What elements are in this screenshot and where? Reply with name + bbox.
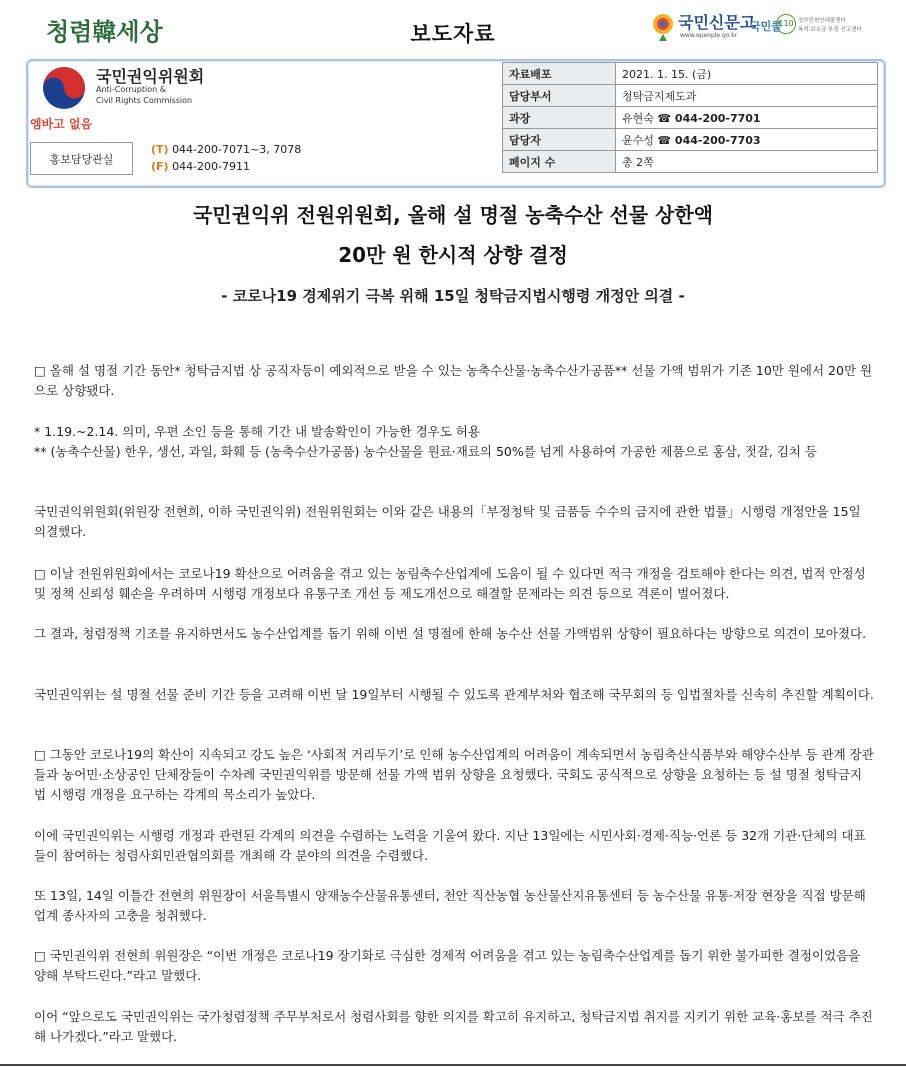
campaign-logo: 청렴韓세상 [46, 17, 163, 46]
footnote-2: ** (농축수산물) 한우, 생선, 과일, 화훼 등 (농축수산가공품) 농수산물을 원료·재료의 50%를 넘게 사용하여 가공한 제품으로 홍삼, 젓갈, 김치 등 [34, 444, 818, 459]
contact-phone: (T) 044-200-7071~3, 7078 [151, 143, 302, 156]
body-paragraph-10: 이어 “앞으로도 국민권익위는 국가청렴정책 주무부처로서 청렴사회를 향한 의지를 확고히 유지하고, 청탁금지법 취지를 지키기 위한 교육·홍보를 적극 추진해 나가겠다.”라고 말했다. [34, 1009, 873, 1044]
body-paragraph-5: 국민권익위는 설 명절 선물 준비 기간 등을 고려해 이번 달 19일부터 시행될 수 있도록 관계부처와 협조해 국무회의 등 입법절차를 신속히 추진할 계획이다. [34, 687, 874, 702]
subheadline: - 코로나19 경제위기 극복 위해 15일 청탁금지법시행령 개정안 의결 - [221, 287, 685, 305]
info-row: 담당자 윤수성 ☎ 044-200-7703 [503, 129, 878, 151]
headline-line1: 국민권익위 전원위원회, 올해 설 명절 농축수산 선물 상한액 [192, 203, 714, 227]
body-paragraph-7: 이에 국민권익위는 시행령 개정과 관련된 각계의 의견을 수렴하는 노력을 기울여 왔다. 지난 13일에는 시민사회·경제·직능·언론 등 32개 기관·단체의 대표들이 참여하는 청렴사회민관협의회를 개최해 각 분야의 의견을 수렴했다. [34, 828, 866, 863]
contact-fax: (F) 044-200-7911 [151, 160, 251, 173]
acrc-emblem-icon [42, 66, 86, 110]
epeople-logo [650, 10, 865, 50]
org-name-english-line1: Anti-Corruption & [96, 85, 166, 94]
footnote-1: * 1.19.~2.14. 의미, 우편 소인 등을 통해 기간 내 발송확인이 가능한 경우도 허용 [34, 424, 480, 439]
callcenter-brand: 국민콜 [750, 20, 782, 33]
pr-office-box: 홍보담당관실 [30, 142, 133, 175]
body-paragraph-3: □ 이날 전원위원회에서는 코로나19 확산으로 어려움을 겪고 있는 농림축수산업계에 도움이 될 수 있다면 적극 개정을 검토해야 한다는 의견, 법적 안정성 및 정책 신뢰성 훼손을 우려하며 시행령 개정보다 유통구조 개선 등 제도개선으로 해결할 문제라는 의견 등으로 격론이 벌어졌다. [34, 566, 866, 601]
info-row: 과장 유현숙 ☎ 044-200-7701 [503, 107, 878, 129]
epeople-brand: 국민신문고 [678, 13, 756, 32]
org-name-korean: 국민권익위원회 [96, 67, 205, 86]
info-row: 페이지 수 총 2쪽 [503, 151, 878, 173]
release-info-table [502, 62, 878, 173]
body-paragraph-8: 또 13일, 14일 이틀간 전현희 위원장이 서울특별시 양재농수산물유통센터, 천안 직산농협 농산물산지유통센터 등 농수산물 유통·저장 현장을 직접 방문해 업계 종사자의 고충을 청취했다. [34, 888, 866, 923]
body-paragraph-4: 그 결과, 청렴정책 기조를 유지하면서도 농수산업계를 돕기 위해 이번 설 명절에 한해 농수산 선물 가액범위 상향이 필요하다는 방향으로 의견이 모아졌다. [34, 626, 867, 641]
body-paragraph-2: 국민권익위원회(위원장 전현희, 이하 국민권익위) 전원위원회는 이와 같은 내용의「부정청탁 및 금품등 수수의 금지에 관한 법률」시행령 개정안을 15일 의결했다. [34, 504, 861, 539]
headline-line2: 20만 원 한시적 상향 결정 [338, 243, 568, 267]
epeople-url: www.epeople.go.kr [680, 32, 738, 39]
body-paragraph-9: □ 국민권익위 전현희 위원장은 “이번 개정은 코로나19 장기화로 극심한 경제적 어려움을 겪고 있는 농림축수산업계를 돕기 위한 불가피한 결정이었음을 양해 부탁드린다.”라고 말했다. [34, 948, 861, 983]
page-bottom-rule [0, 1064, 906, 1066]
info-row: 자료배포 2021. 1. 15. (금) [503, 63, 878, 85]
body-paragraph-6: □ 그동안 코로나19의 확산이 지속되고 강도 높은 ‘사회적 거리두기’로 인해 농수산업계의 어려움이 계속되면서 농림축산식품부와 해양수산부 등 관계 장관들과 농어민·소상공인 단체장들이 수차례 국민권익위를 방문해 선물 가액 범위 상향을 요청했다. 국회도 공식적으로 상향을 요청하는 등 설 명절 청탁금지법 시행령 개정을 요구하는 각계의 목소리가 높았다. [34, 747, 874, 802]
callcenter-line2: 복지·보조금 부정 신고센터 [798, 27, 862, 33]
info-row: 담당부서 청탁금지제도과 [503, 85, 878, 107]
document-type-label: 보도자료 [410, 22, 496, 46]
body-paragraph-1: □ 올해 설 명절 기간 동안* 청탁금지법 상 공직자등이 예외적으로 받을 수 있는 농축수산물·농축수산가공품** 선물 가액 범위가 기존 10만 원에서 20만 원으로 상향됐다. [34, 363, 873, 398]
callcenter-line1: 정부민원안내콜센터 [798, 18, 846, 24]
org-name-english-line2: Civil Rights Commission [96, 96, 193, 105]
epeople-emblem-icon [650, 12, 676, 42]
callcenter-number: 110 [776, 14, 796, 34]
embargo-status: 엠바고 없음 [30, 117, 93, 131]
